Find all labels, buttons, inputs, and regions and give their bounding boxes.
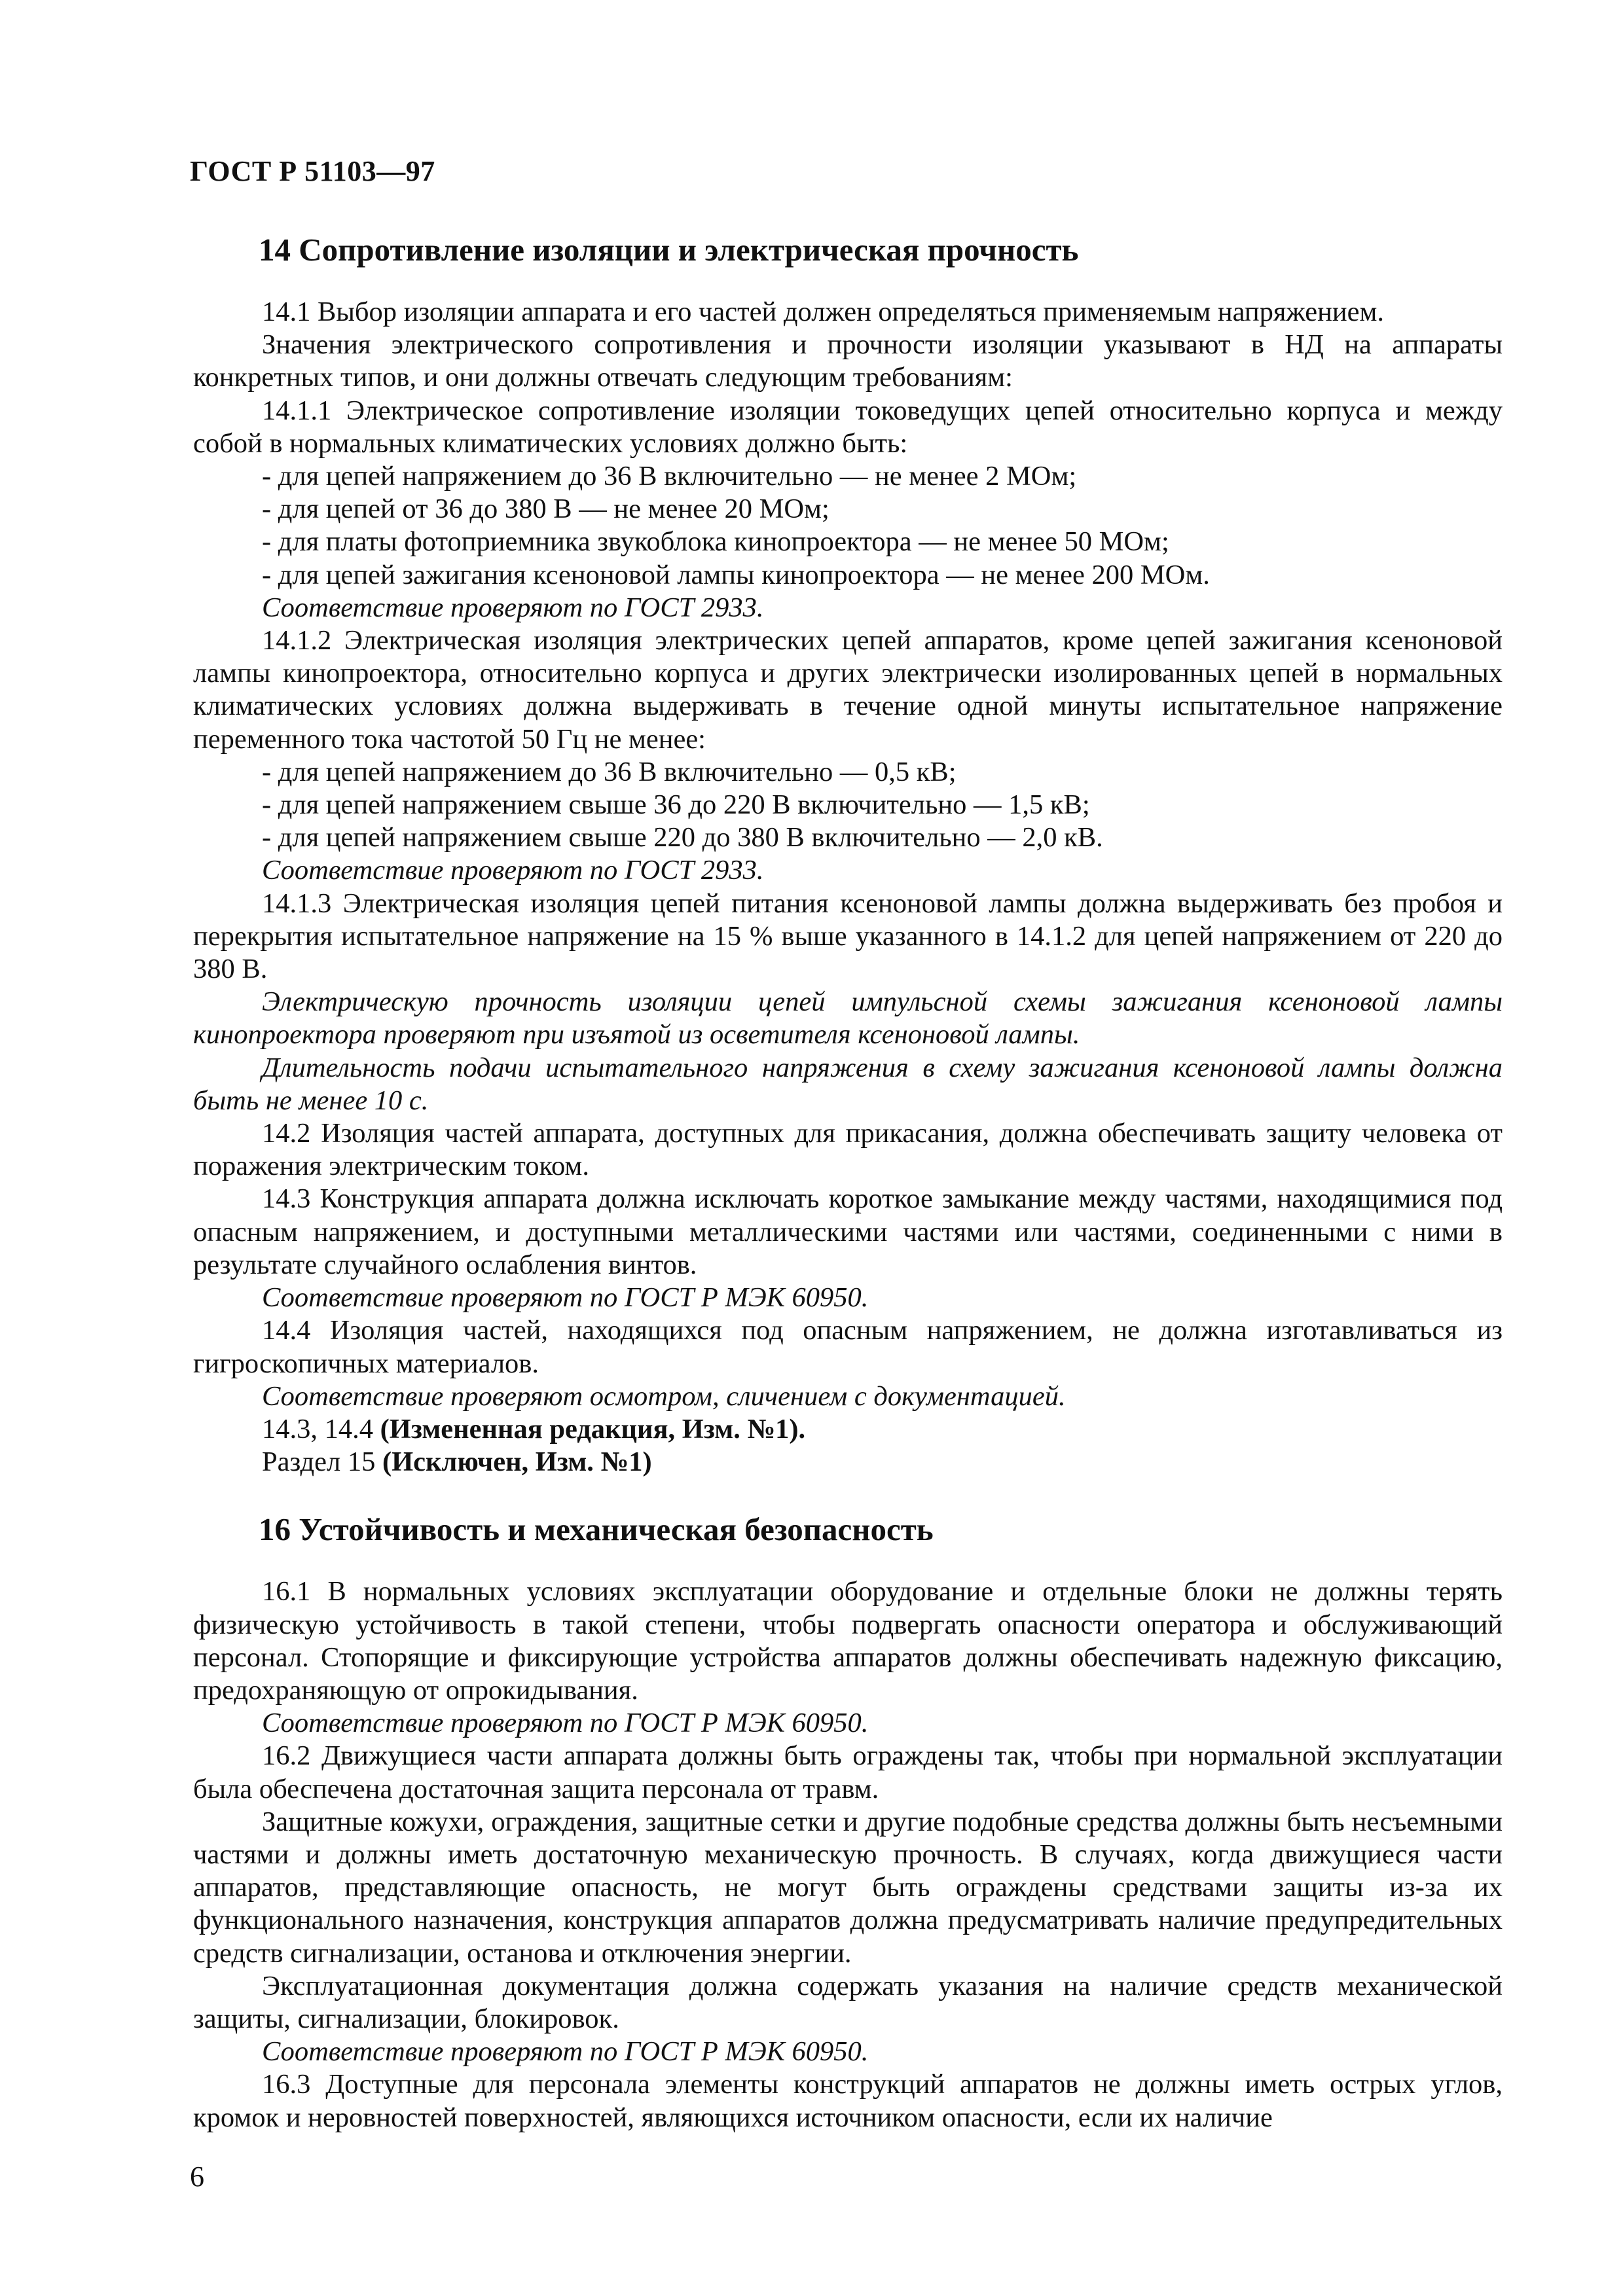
paragraph-16-3: 16.3 Доступные для персонала элементы конструкций аппаратов не должны иметь острых углов, кромок и неровностей поверхностей, являющихся источником опасности, если их наличие [193,2069,1503,2133]
paragraph-14-1-1: 14.1.1 Электрическое сопротивление изоляции токоведущих цепей относительно корпуса и между собой в нормальных климатических условиях должно быть: [193,395,1503,459]
paragraph-14-4: 14.4 Изоляция частей, находящихся под опасным напряжением, не должна изготавливаться из гигроскопичных материалов. [193,1315,1503,1379]
compliance-note: Соответствие проверяют осмотром, сличением с документацией. [262,1380,1066,1412]
list-item: - для цепей напряжением до 36 В включительно — 0,5 кВ; [262,756,957,787]
paragraph-14-3: 14.3 Конструкция аппарата должна исключать короткое замыкание между частями, находящимися под опасным напряжением, и доступными металлическими частями или частями, соединенными с ними в результате случайного ослабления винтов. [193,1183,1503,1280]
amendment-note [193,1413,1503,1446]
list-item: - для цепей зажигания ксеноновой лампы кинопроектора — не менее 200 МОм. [262,559,1210,590]
amendment-ref: 14.3, 14.4 [262,1413,373,1444]
compliance-note: Соответствие проверяют по ГОСТ 2933. [262,855,764,886]
list-item: - для цепей напряжением свыше 220 до 380 В включительно — 2,0 кВ. [262,822,1103,853]
exclusion-ref: Раздел 15 [262,1446,376,1478]
list-item: - для платы фотоприемника звукоблока кинопроектора — не менее 50 МОм; [262,526,1169,558]
compliance-note: Соответствие проверяют по ГОСТ Р МЭК 60950. [262,2036,869,2068]
list-item: - для цепей напряжением свыше 36 до 220 В включительно — 1,5 кВ; [262,789,1090,821]
strength-test-note: Электрическую прочность изоляции цепей импульсной схемы зажигания ксеноновой лампы кинопроектора проверяют при изъятой из осветителя ксеноновой лампы. [193,986,1503,1050]
paragraph-14-1-values: Значения электрического сопротивления и прочности изоляции указывают в НД на аппараты конкретных типов, и они должны отвечать следующим требованиям: [193,329,1503,393]
paragraph-14-1-3: 14.1.3 Электрическая изоляция цепей питания ксеноновой лампы должна выдерживать без пробоя и перекрытия испытательное напряжение на 15 % выше указанного в 14.1.2 для цепей напряжением от 220 до 380 В. [193,888,1503,985]
section-14-heading: 14 Сопротивление изоляции и электрическая прочность [259,232,1079,268]
compliance-note: Соответствие проверяют по ГОСТ 2933. [262,592,764,623]
paragraph-14-1: 14.1 Выбор изоляции аппарата и его частей должен определяться применяемым напряжением. [262,296,1384,327]
paragraph-16-1: 16.1 В нормальных условиях эксплуатации оборудование и отдельные блоки не должны терять физическую устойчивость в такой степени, чтобы подвергать опасности оператора и обслуживающий персонал. Стопорящие и фиксирующие устройства аппаратов должны обеспечивать надежную фиксацию, предохраняющую от опрокидывания. [193,1576,1503,1706]
amendment-text: (Измененная редакция, Изм. №1). [380,1413,806,1444]
paragraph-16-2-guards: Защитные кожухи, ограждения, защитные сетки и другие подобные средства должны быть несъемными частями и должны иметь достаточную механическую прочность. В случаях, когда движущиеся части аппаратов, представляющие опасность, не могут быть ограждены средствами защиты из-за их функционального назначения, конструкция аппаратов должна предусматривать наличие предупредительных средств сигнализации, останова и отключения энергии. [193,1806,1503,1969]
paragraph-16-2-docs: Эксплуатационная документация должна содержать указания на наличие средств механической защиты, сигнализации, блокировок. [193,1970,1503,2034]
exclusion-note [193,1446,1503,1479]
duration-test-note: Длительность подачи испытательного напряжения в схему зажигания ксеноновой лампы должна быть не менее 10 с. [193,1052,1503,1116]
document-code: ГОСТ Р 51103—97 [190,155,435,187]
section-16-heading: 16 Устойчивость и механическая безопасность [259,1511,934,1548]
compliance-note: Соответствие проверяют по ГОСТ Р МЭК 60950. [262,1282,869,1314]
page-content [193,223,1503,2134]
paragraph-14-2: 14.2 Изоляция частей аппарата, доступных для прикасания, должна обеспечивать защиту человека от поражения электрическим током. [193,1118,1503,1182]
paragraph-16-2: 16.2 Движущиеся части аппарата должны быть ограждены так, чтобы при нормальной эксплуатации была обеспечена достаточная защита персонала от травм. [193,1740,1503,1804]
exclusion-text: (Исключен, Изм. №1) [382,1446,652,1478]
page-number: 6 [190,2161,204,2193]
compliance-note: Соответствие проверяют по ГОСТ Р МЭК 60950. [262,1708,869,1739]
paragraph-14-1-2: 14.1.2 Электрическая изоляция электрических цепей аппаратов, кроме цепей зажигания ксеноновой лампы кинопроектора, относительно корпуса и других электрически изолированных цепей в нормальных климатических условиях должна выдерживать в течение одной минуты испытательное напряжение переменного тока частотой 50 Гц не менее: [193,625,1503,755]
list-item: - для цепей напряжением до 36 В включительно — не менее 2 МОм; [262,461,1077,492]
list-item: - для цепей от 36 до 380 В — не менее 20 МОм; [262,493,830,525]
